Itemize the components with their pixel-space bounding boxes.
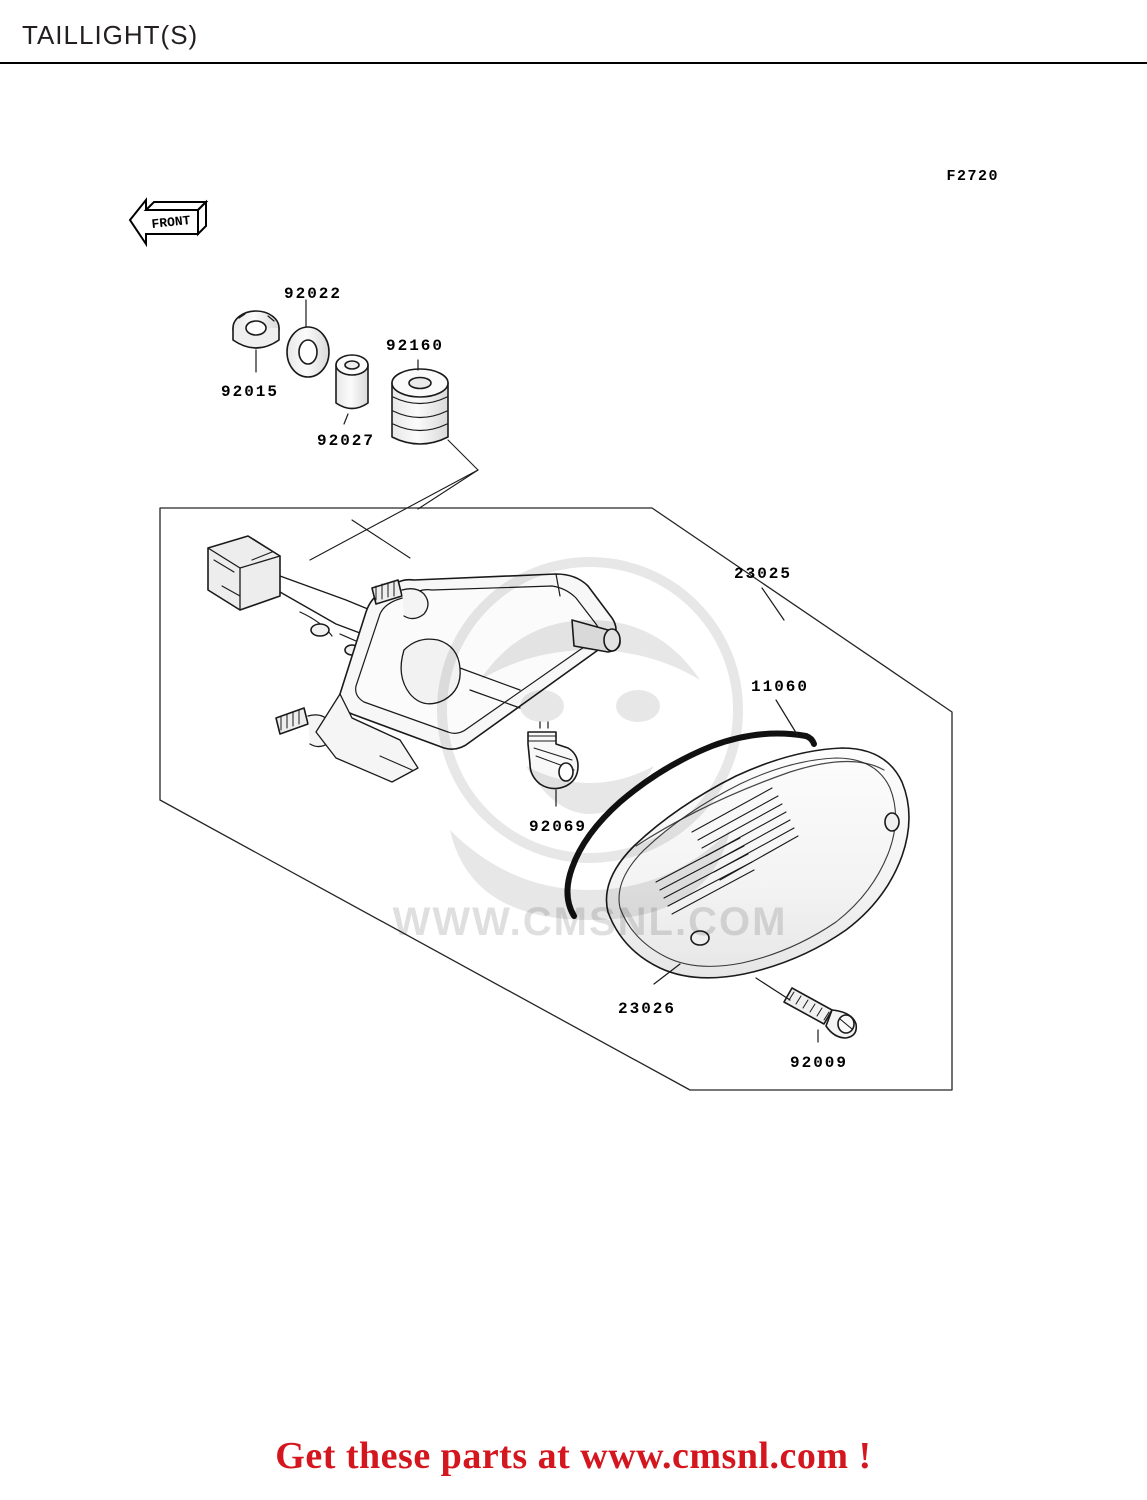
part-label-23025: 23025 bbox=[734, 565, 793, 583]
part-label-92069: 92069 bbox=[529, 818, 588, 836]
part-label-92015: 92015 bbox=[221, 383, 280, 401]
header-divider bbox=[0, 62, 1147, 64]
svg-text:FRONT: FRONT bbox=[150, 212, 192, 232]
part-label-11060: 11060 bbox=[751, 678, 810, 696]
watermark-text: WWW.CMSNL.COM bbox=[392, 900, 788, 944]
part-label-23026: 23026 bbox=[618, 1000, 677, 1018]
footer-cta[interactable]: Get these parts at www.cmsnl.com ! bbox=[275, 1435, 872, 1477]
part-label-92022: 92022 bbox=[284, 285, 343, 303]
part-label-92009: 92009 bbox=[790, 1054, 849, 1072]
page-title: TAILLIGHT(S) bbox=[22, 20, 199, 50]
part-label-92160: 92160 bbox=[386, 337, 445, 355]
front-arrow-icon bbox=[124, 190, 212, 262]
figure-code: F2720 bbox=[946, 168, 999, 185]
cmsnl-watermark-icon bbox=[330, 530, 850, 1000]
part-label-92027: 92027 bbox=[317, 432, 376, 450]
